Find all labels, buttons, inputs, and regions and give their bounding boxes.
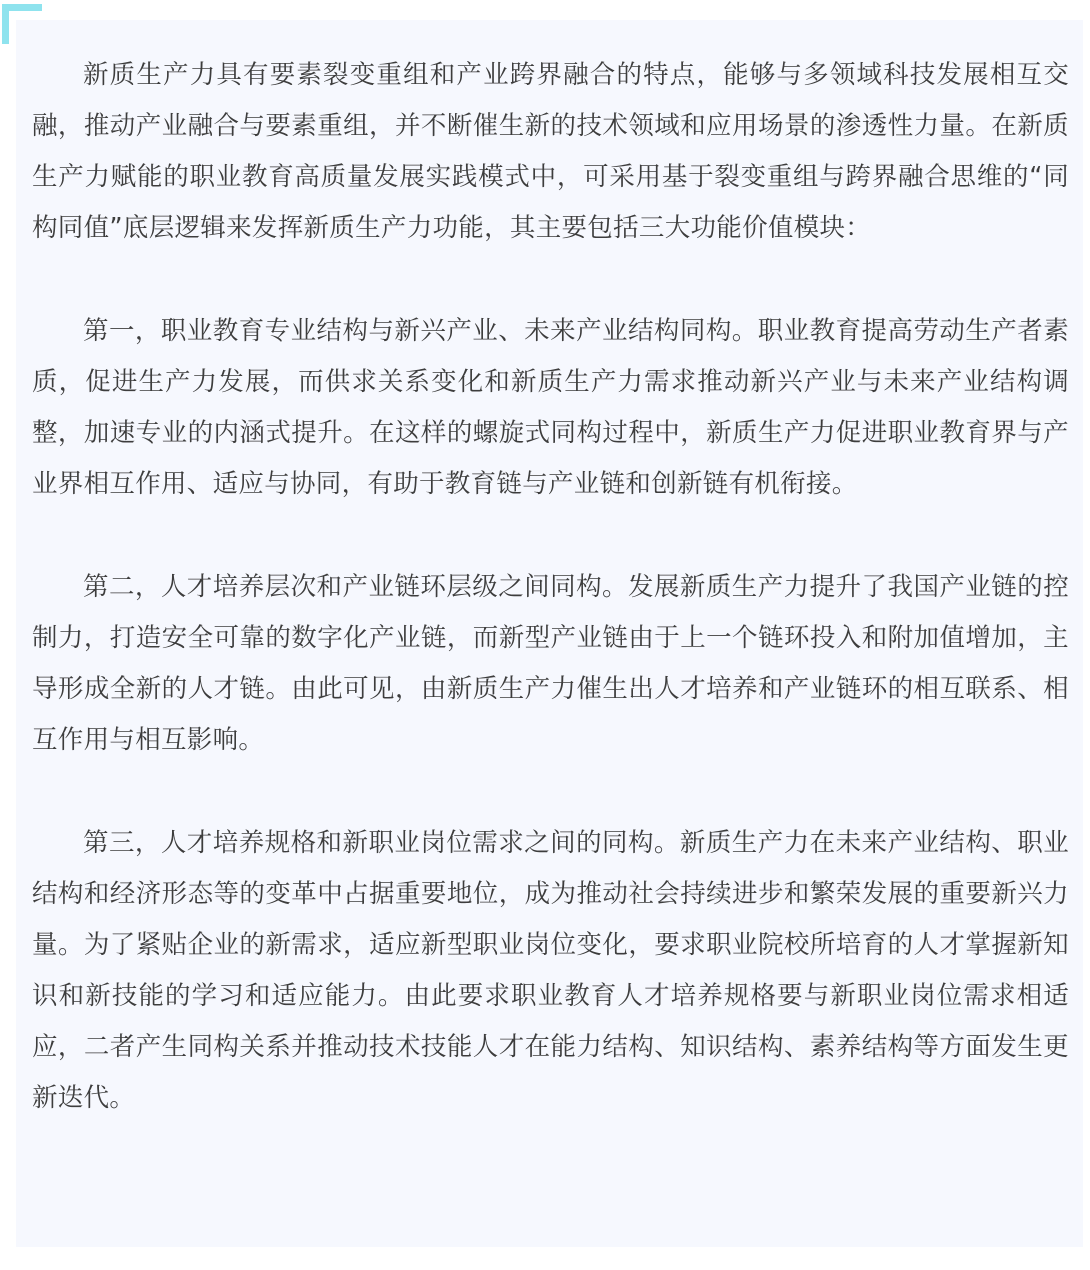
paragraph-second-point: 第二，人才培养层次和产业链环层级之间同构。发展新质生产力提升了我国产业链的控制力，打造安全可靠的数字化产业链，而新型产业链由于上一个链环投入和附加值增加，主导形成全新的人才链。由此可见，由新质生产力催生出人才培养和产业链环的相互联系、相互作用与相互影响。 <box>32 572 1069 755</box>
paragraph-intro: 新质生产力具有要素裂变重组和产业跨界融合的特点，能够与多领域科技发展相互交融，推动产业融合与要素重组，并不断催生新的技术领域和应用场景的渗透性力量。在新质生产力赋能的职业教育高质量发展实践模式中，可采用基于裂变重组与跨界融合思维的“同构同值”底层逻辑来发挥新质生产力功能，其主要包括三大功能价值模块： <box>32 60 1069 243</box>
paragraph-first-point: 第一，职业教育专业结构与新兴产业、未来产业结构同构。职业教育提高劳动生产者素质，促进生产力发展，而供求关系变化和新质生产力需求推动新兴产业与未来产业结构调整，加速专业的内涵式提升。在这样的螺旋式同构过程中，新质生产力促进职业教育界与产业界相互作用、适应与协同，有助于教育链与产业链和创新链有机衔接。 <box>32 316 1069 499</box>
paragraph-third-point: 第三，人才培养规格和新职业岗位需求之间的同构。新质生产力在未来产业结构、职业结构和经济形态等的变革中占据重要地位，成为推动社会持续进步和繁荣发展的重要新兴力量。为了紧贴企业的新需求，适应新型职业岗位变化，要求职业院校所培育的人才掌握新知识和新技能的学习和适应能力。由此要求职业教育人才培养规格要与新职业岗位需求相适应，二者产生同构关系并推动技术技能人才在能力结构、知识结构、素养结构等方面发生更新迭代。 <box>32 828 1069 1113</box>
article-panel <box>16 20 1083 1247</box>
corner-bracket-vertical <box>2 4 9 44</box>
